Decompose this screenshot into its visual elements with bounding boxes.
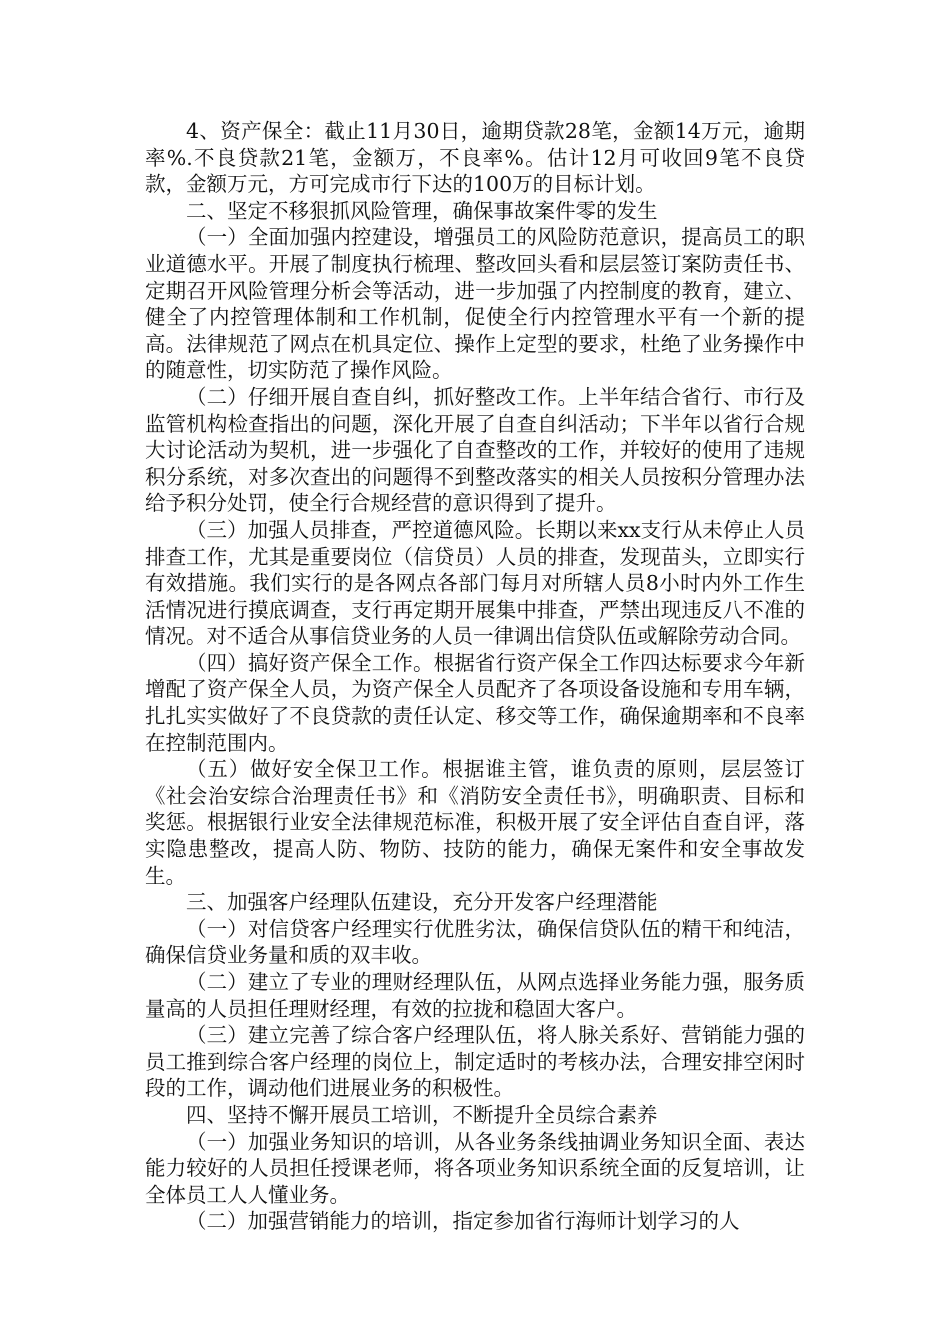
paragraph-marketing-training: （二）加强营销能力的培训，指定参加省行海师计划学习的人 bbox=[186, 1209, 740, 1234]
document-page bbox=[145, 118, 805, 1235]
paragraph-wealth-managers: （二）建立了专业的理财经理队伍，从网点选择业务能力强，服务质量高的人员担任理财经理，有效的拉拢和稳固大客户。 bbox=[145, 970, 805, 1021]
section-heading-account-managers: 三、加强客户经理队伍建设，充分开发客户经理潜能 bbox=[186, 890, 658, 915]
paragraph-security-work: （五）做好安全保卫工作。根据谁主管，谁负责的原则，层层签订《社会治安综合治理责任书》和《消防安全责任书》，明确职责、目标和奖惩。根据银行业安全法律规范标准，积极开展了安全评估自查自评，落实隐患整改，提高人防、物防、技防的能力，确保无案件和安全事故发生。 bbox=[145, 757, 805, 888]
paragraph-personnel-screening: （三）加强人员排查，严控道德风险。长期以来xx支行从未停止人员排查工作，尤其是重要岗位（信贷员）人员的排查，发现苗头，立即实行有效措施。我们实行的是各网点各部门每月对所辖人员8小时内外工作生活情况进行摸底调查，支行再定期开展集中排查，严禁出现违反八不准的情况。对不适合从事信贷业务的人员一律调出信贷队伍或解除劳动合同。 bbox=[145, 517, 805, 649]
paragraph-self-inspection: （二）仔细开展自查自纠，抓好整改工作。上半年结合省行、市行及监管机构检查指出的问题，深化开展了自查自纠活动；下半年以省行合规大讨论活动为契机，进一步强化了自查整改的工作，并较好的使用了违规积分系统，对多次查出的问题得不到整改落实的相关人员按积分管理办法给予积分处罚，使全行合规经营的意识得到了提升。 bbox=[145, 384, 805, 516]
paragraph-general-managers: （三）建立完善了综合客户经理队伍，将人脉关系好、营销能力强的员工推到综合客户经理的岗位上，制定适时的考核办法，合理安排空闲时段的工作，调动他们进展业务的积极性。 bbox=[145, 1023, 805, 1101]
paragraph-asset-preservation-work: （四）搞好资产保全工作。根据省行资产保全工作四达标要求今年新增配了资产保全人员，为资产保全人员配齐了各项设备设施和专用车辆，扎扎实实做好了不良贷款的责任认定、移交等工作，确保逾期率和不良率在控制范围内。 bbox=[145, 650, 805, 755]
section-heading-risk-management: 二、坚定不移狠抓风险管理，确保事故案件零的发生 bbox=[186, 198, 658, 223]
section-heading-staff-training: 四、坚持不懈开展员工培训，不断提升全员综合素养 bbox=[186, 1102, 658, 1127]
paragraph-asset-preservation: 4、资产保全：截止11月30日，逾期贷款28笔，金额14万元，逾期率%.不良贷款21笔，金额万，不良率%。估计12月可收回9笔不良贷款，金额万元，方可完成市行下达的100万的目标计划。 bbox=[145, 119, 805, 197]
paragraph-business-training: （一）加强业务知识的培训，从各业务条线抽调业务知识全面、表达能力较好的人员担任授课老师，将各项业务知识系统全面的反复培训，让全体员工人人懂业务。 bbox=[145, 1129, 805, 1207]
paragraph-internal-control: （一）全面加强内控建设，增强员工的风险防范意识，提高员工的职业道德水平。开展了制度执行梳理、整改回头看和层层签订案防责任书、定期召开风险管理分析会等活动，进一步加强了内控制度的教育，建立、健全了内控管理体制和工作机制，促使全行内控管理水平有一个新的提高。法律规范了网点在机具定位、操作上定型的要求，杜绝了业务操作中的随意性，切实防范了操作风险。 bbox=[145, 225, 805, 383]
paragraph-credit-managers: （一）对信贷客户经理实行优胜劣汰，确保信贷队伍的精干和纯洁，确保信贷业务量和质的双丰收。 bbox=[145, 916, 805, 968]
